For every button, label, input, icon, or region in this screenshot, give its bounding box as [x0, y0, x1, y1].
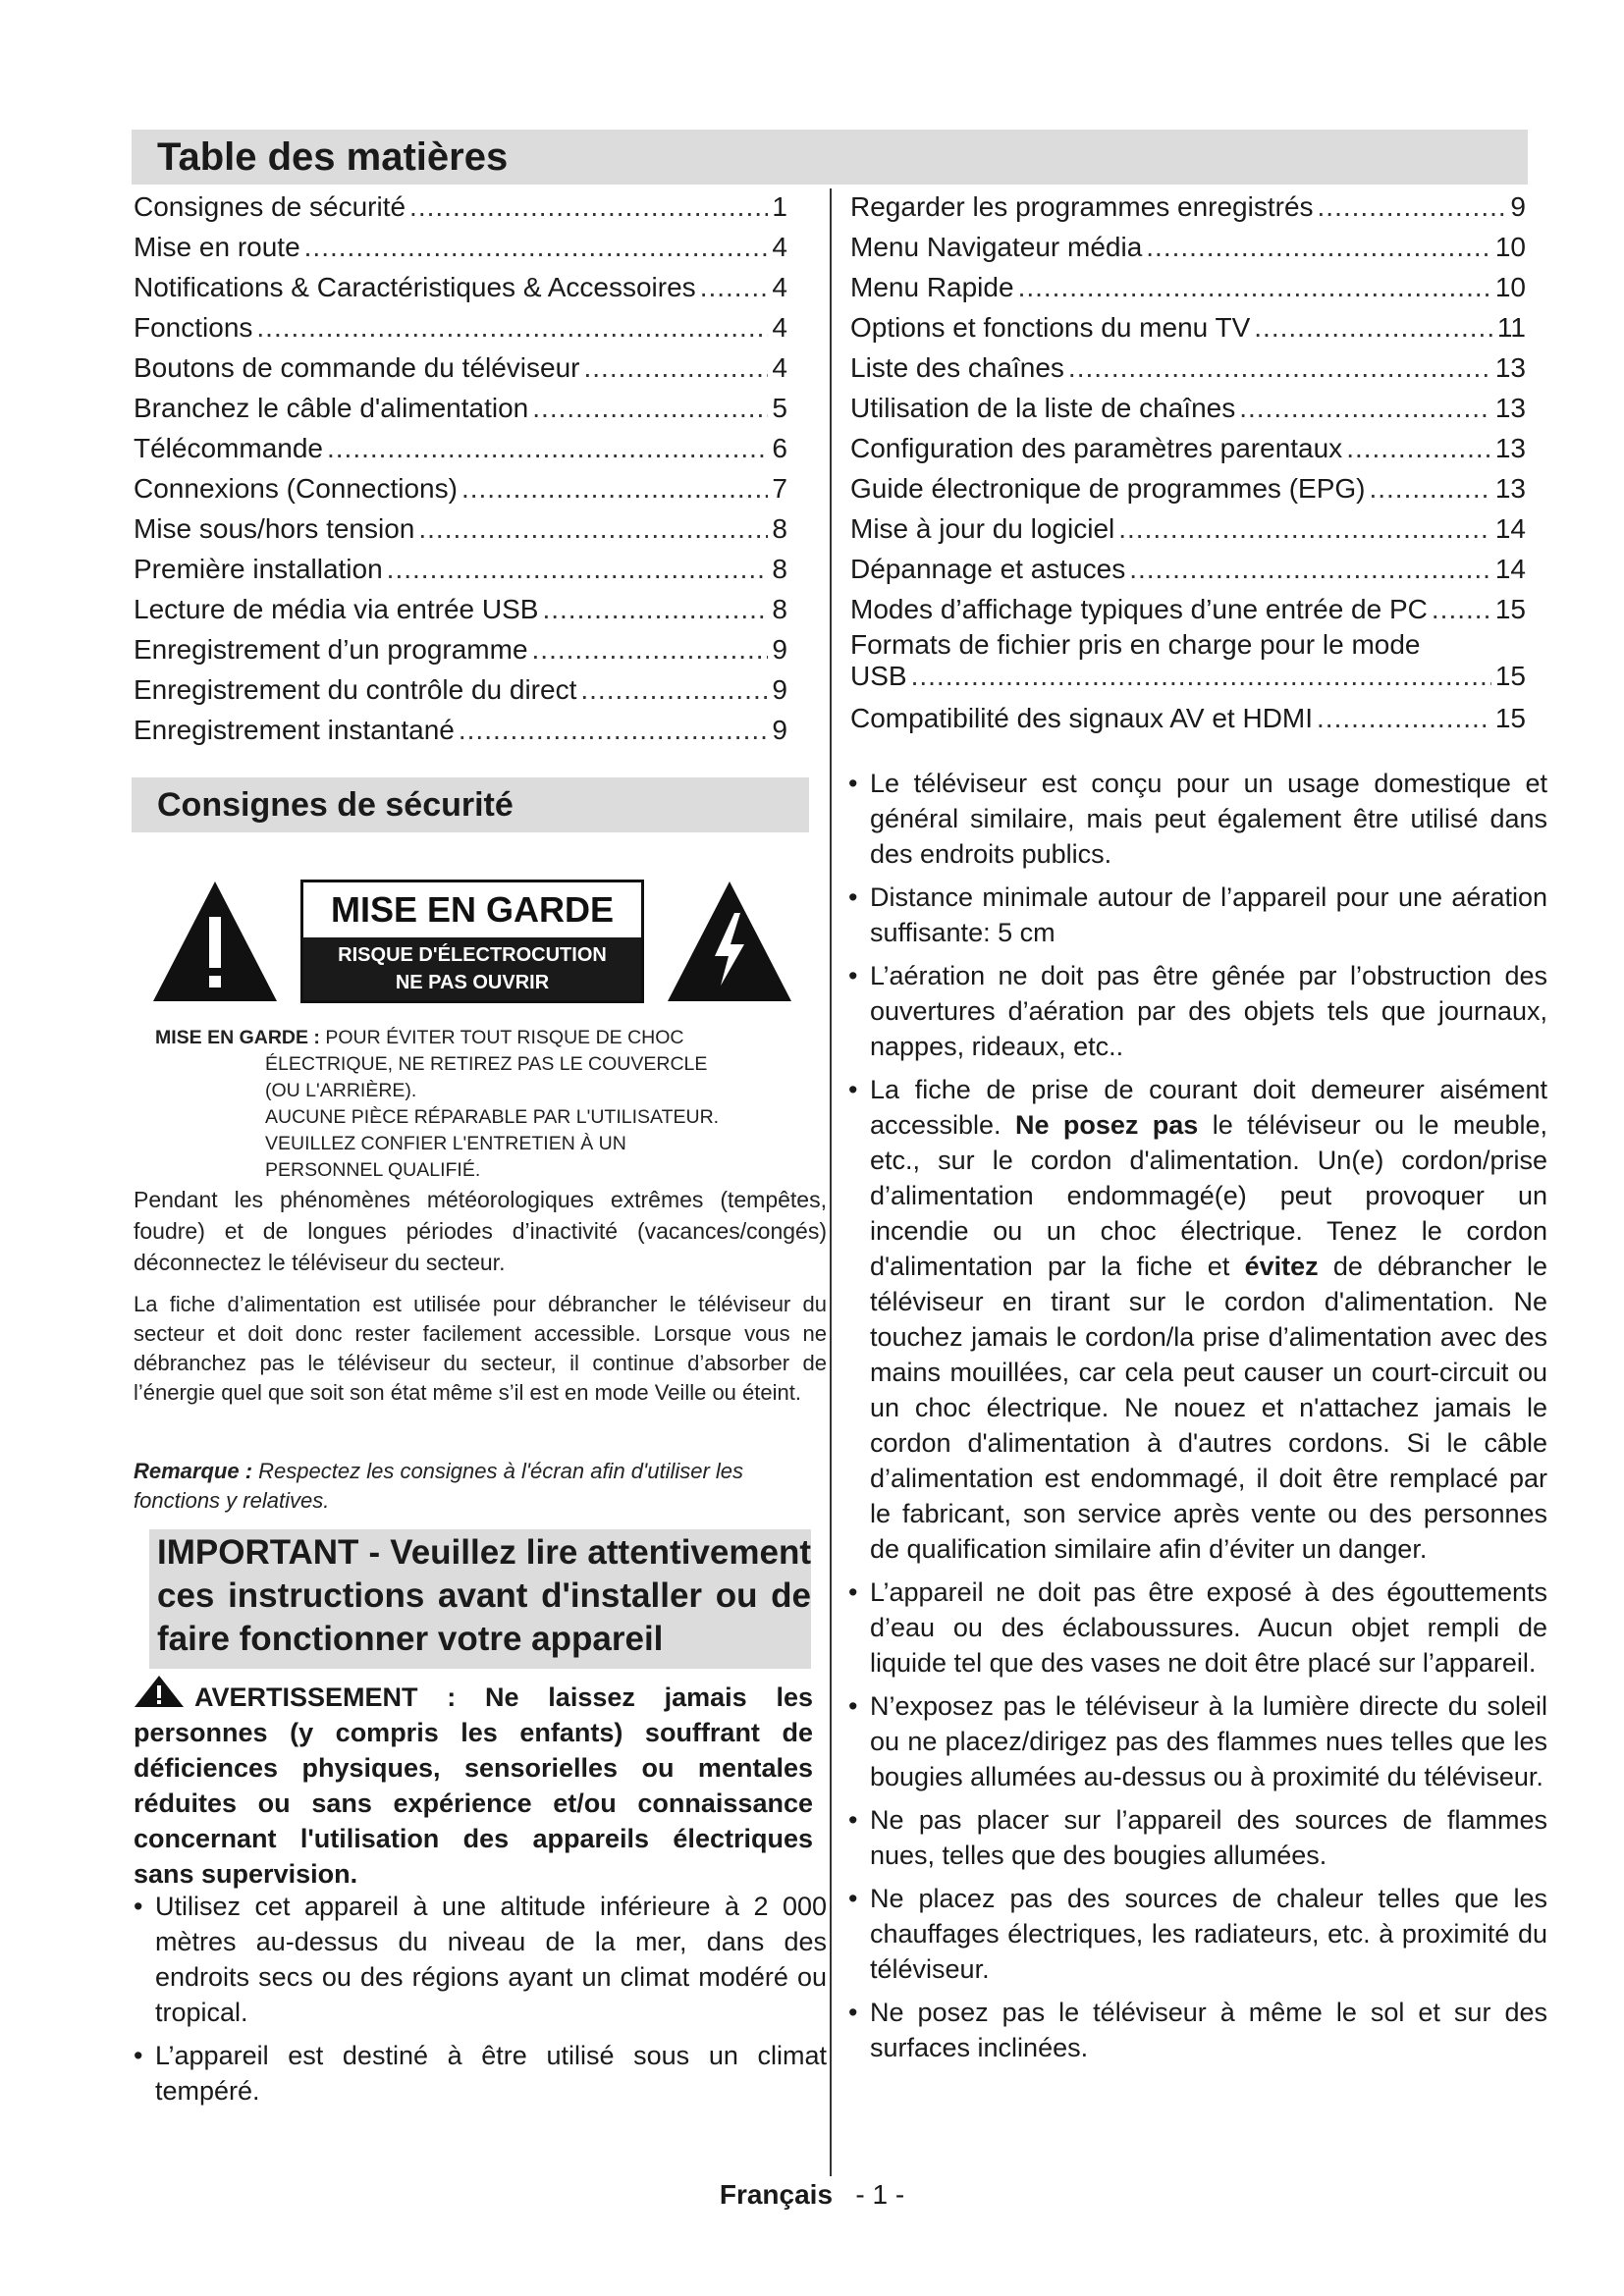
- toc-entry-title-cont: USB: [850, 661, 907, 691]
- toc-entry-page: 4: [772, 312, 787, 343]
- warning-graphic: [151, 880, 793, 1007]
- toc-entry-page: 9: [772, 634, 787, 665]
- toc-entry-title: Mise à jour du logiciel: [850, 513, 1115, 544]
- caution-line: ÉLECTRIQUE, NE RETIREZ PAS LE COUVERCLE: [265, 1053, 708, 1075]
- toc-entry-title: Boutons de commande du téléviseur: [134, 352, 580, 383]
- electrocution-line1: RISQUE D'ÉLECTROCUTION: [338, 944, 607, 966]
- toc-entry-page: 15: [1494, 661, 1526, 691]
- toc-entry-page: 7: [772, 473, 787, 504]
- toc-entry-page: 11: [1496, 312, 1526, 343]
- toc-entry-title: Modes d’affichage typiques d’une entrée de PC: [850, 594, 1428, 624]
- toc-entry-title: Lecture de média via entrée USB: [134, 594, 539, 624]
- toc-entry[interactable]: [134, 187, 787, 227]
- caution-line: (OU L'ARRIÈRE).: [265, 1080, 417, 1101]
- toc-entry[interactable]: [850, 549, 1526, 589]
- lightning-warning-icon: [666, 880, 793, 1003]
- toc-entry-page: 8: [772, 594, 787, 624]
- toc-entry-title: Notifications & Caractéristiques & Accessoires: [134, 272, 696, 302]
- toc-entry-title: Enregistrement du contrôle du direct: [134, 674, 577, 705]
- avertissement-text: AVERTISSEMENT : Ne laissez jamais les personnes (y compris les enfants) souffrant de déficiences physiques, sensorielles ou mentales réduites ou sans expérience et/ou connaissance concernant l'utilisation des appareils électriques sans supervision.: [134, 1682, 813, 1889]
- list-item: • L’aération ne doit pas être gênée par l’obstruction des ouvertures d’aération par des objets tels que journaux, nappes, rideaux, etc..: [848, 958, 1547, 1064]
- toc-entry[interactable]: [850, 698, 1526, 738]
- toc-entry-title: Compatibilité des signaux AV et HDMI: [850, 703, 1314, 733]
- toc-entry-title: Consignes de sécurité: [134, 191, 406, 222]
- safety-heading-bar: [132, 777, 809, 832]
- toc-entry-page: 5: [772, 393, 787, 423]
- electrocution-line2: NE PAS OUVRIR: [395, 972, 550, 993]
- toc-entry-page: 10: [1494, 232, 1526, 262]
- toc-entry-page: 13: [1494, 473, 1526, 504]
- toc-entry-title: Enregistrement d’un programme: [134, 634, 528, 665]
- electrocution-notice: [303, 937, 641, 1000]
- toc-entry-page: 1: [772, 191, 787, 222]
- toc-entry[interactable]: [850, 629, 1526, 692]
- toc-entry[interactable]: [134, 468, 787, 508]
- mise-en-garde-title: MISE EN GARDE: [330, 889, 615, 930]
- bold-span: Ne posez pas: [1014, 1110, 1199, 1140]
- toc-entry-page: 15: [1494, 703, 1526, 733]
- toc-entry-page: 9: [1510, 191, 1526, 222]
- remark-label: Remarque :: [134, 1459, 253, 1483]
- toc-entry[interactable]: [850, 508, 1526, 549]
- toc-entry-page: 8: [772, 554, 787, 584]
- important-heading-bar: [149, 1529, 811, 1669]
- toc-entry[interactable]: [134, 307, 787, 347]
- footer-page-number: - 1 -: [855, 2179, 905, 2210]
- toc-entry-page: 10: [1494, 272, 1526, 302]
- list-item: • L’appareil ne doit pas être exposé à des égouttements d’eau ou des éclaboussures. Aucun objet rempli de liquide tel que des vases ne doit être placé sur l’appareil.: [848, 1575, 1547, 1681]
- list-item: • Utilisez cet appareil à une altitude inférieure à 2 000 mètres au-dessus du niveau de la mer, dans des endroits secs ou des régions ayant un climat modéré ou tropical.: [134, 1889, 827, 2030]
- toc-entry-title: Configuration des paramètres parentaux: [850, 433, 1343, 463]
- caution-line: VEUILLEZ CONFIER L'ENTRETIEN À UN: [265, 1133, 626, 1154]
- remark-paragraph: [134, 1457, 827, 1516]
- list-item: • Ne pas placer sur l’appareil des sources de flammes nues, telles que des bougies allumées.: [848, 1802, 1547, 1873]
- toc-entry[interactable]: [850, 267, 1526, 307]
- toc-entry-title: Première installation: [134, 554, 383, 584]
- toc-entry[interactable]: [134, 549, 787, 589]
- toc-entry-title: Connexions (Connections): [134, 473, 458, 504]
- toc-entry-page: 4: [772, 232, 787, 262]
- column-divider: [830, 188, 832, 2176]
- list-item: • L’appareil est destiné à être utilisé sous un climat tempéré.: [134, 2038, 827, 2109]
- important-heading: IMPORTANT - Veuillez lire attentivement ces instructions avant d'installer ou de faire fonctionner votre appareil: [157, 1533, 811, 1658]
- text-span: le téléviseur ou le meuble, etc., sur le cordon d'alimentation. Un(e) cordon/prise d’alimentation endommagé(e) peut provoquer un incendie ou un choc électrique. Tenez le cordon d'alimentation par la fiche et: [870, 1110, 1547, 1281]
- toc-entry-page: 14: [1494, 554, 1526, 584]
- text-span: La fiche de prise de courant doit demeurer aisément accessible.: [870, 1075, 1547, 1140]
- caution-text: [155, 1025, 793, 1184]
- toc-entry-title: Guide électronique de programmes (EPG): [850, 473, 1366, 504]
- toc-entry-page: 4: [772, 272, 787, 302]
- page-footer: [0, 2177, 1624, 2213]
- toc-entry-page: 13: [1494, 433, 1526, 463]
- toc-entry-page: 6: [772, 433, 787, 463]
- toc-entry-title: Menu Rapide: [850, 272, 1014, 302]
- toc-entry-title: Menu Navigateur média: [850, 232, 1143, 262]
- toc-entry-page: 15: [1494, 594, 1526, 624]
- toc-entry[interactable]: [850, 428, 1526, 468]
- toc-entry-title: Branchez le câble d'alimentation: [134, 393, 529, 423]
- list-item: [848, 1072, 1547, 1567]
- toc-entry-page: 9: [772, 715, 787, 745]
- toc-entry-title: Dépannage et astuces: [850, 554, 1126, 584]
- caution-line: POUR ÉVITER TOUT RISQUE DE CHOC: [325, 1027, 684, 1048]
- toc-entry[interactable]: [850, 468, 1526, 508]
- toc-entry[interactable]: [134, 710, 787, 750]
- remark-text: Respectez les consignes à l'écran afin d'utiliser les fonctions y relatives.: [134, 1459, 744, 1513]
- toc-entry[interactable]: [134, 669, 787, 710]
- toc-entry[interactable]: [134, 589, 787, 629]
- toc-entry[interactable]: [134, 267, 787, 307]
- safety-heading: Consignes de sécurité: [157, 786, 514, 824]
- toc-entry[interactable]: [850, 187, 1526, 227]
- toc-left-column: [134, 187, 787, 750]
- toc-entry-title: Télécommande: [134, 433, 323, 463]
- caution-label: MISE EN GARDE :: [155, 1027, 320, 1048]
- toc-entry-page: 4: [772, 352, 787, 383]
- toc-entry-page: 13: [1494, 352, 1526, 383]
- toc-entry-page: 13: [1494, 393, 1526, 423]
- toc-right-column: [850, 187, 1526, 738]
- footer-language: Français: [719, 2179, 834, 2210]
- toc-entry[interactable]: [850, 589, 1526, 629]
- warning-icon: [134, 1675, 185, 1708]
- mise-en-garde-box: [300, 880, 644, 1003]
- toc-entry[interactable]: [134, 508, 787, 549]
- toc-entry-title: Liste des chaînes: [850, 352, 1064, 383]
- toc-entry[interactable]: [134, 347, 787, 388]
- toc-entry-page: 8: [772, 513, 787, 544]
- toc-entry-title: Mise en route: [134, 232, 300, 262]
- left-bullet-list: [134, 1889, 827, 2116]
- toc-title-bar: [132, 130, 1528, 185]
- toc-entry[interactable]: [134, 388, 787, 428]
- toc-entry[interactable]: [134, 227, 787, 267]
- list-item: • Le téléviseur est conçu pour un usage domestique et général similaire, mais peut également être utilisé dans des endroits publics.: [848, 766, 1547, 872]
- toc-entry-title: Utilisation de la liste de chaînes: [850, 393, 1236, 423]
- toc-entry[interactable]: [850, 307, 1526, 347]
- toc-entry-title: Options et fonctions du menu TV: [850, 312, 1251, 343]
- toc-entry[interactable]: [134, 428, 787, 468]
- avertissement-paragraph: [134, 1675, 813, 1892]
- list-item: • Ne placez pas des sources de chaleur telles que les chauffages électriques, les radiateurs, etc. à proximité du téléviseur.: [848, 1881, 1547, 1987]
- weather-paragraph: Pendant les phénomènes météorologiques extrêmes (tempêtes, foudre) et de longues périodes d’inactivité (vacances/congés) déconnectez le téléviseur du secteur.: [134, 1187, 827, 1275]
- toc-title: Table des matières: [157, 135, 509, 179]
- list-item: • Distance minimale autour de l’appareil pour une aération suffisante: 5 cm: [848, 880, 1547, 950]
- toc-entry-page: 9: [772, 674, 787, 705]
- caution-line: PERSONNEL QUALIFIÉ.: [265, 1159, 481, 1181]
- toc-entry-page: 14: [1494, 513, 1526, 544]
- exclamation-warning-icon: [151, 880, 279, 1003]
- toc-entry[interactable]: [850, 227, 1526, 267]
- toc-entry-title: Formats de fichier pris en charge pour le mode: [850, 629, 1421, 660]
- list-item: • N’exposez pas le téléviseur à la lumière directe du soleil ou ne placez/dirigez pas des flammes nues telles que les bougies allumées au-dessus ou à proximité du téléviseur.: [848, 1688, 1547, 1794]
- bold-span: évitez: [1244, 1252, 1319, 1281]
- toc-entry[interactable]: [134, 629, 787, 669]
- toc-entry[interactable]: [850, 388, 1526, 428]
- right-bullet-list: [848, 766, 1547, 2073]
- text-span: de débrancher le téléviseur en tirant sur le cordon d'alimentation. Ne touchez jamais le cordon/la prise d’alimentation avec des mains mouillées, car cela peut causer un court-circuit ou un choc électrique. Ne nouez et n'attachez jamais le cordon d'alimentation à d'autres cordons. Si le câble d’alimentation est endommagé, il doit être remplacé par le fabricant, son service après vente ou des personnes de qualification similaire afin d’éviter un danger.: [870, 1252, 1547, 1564]
- toc-entry-title: Fonctions: [134, 312, 253, 343]
- power-plug-paragraph: La fiche d’alimentation est utilisée pour débrancher le téléviseur du secteur et doit donc rester facilement accessible. Lorsque vous ne débranchez pas le téléviseur du secteur, il continue d’absorber de l’énergie quel que soit son état même s’il est en mode Veille ou éteint.: [134, 1292, 827, 1405]
- toc-entry-title: Mise sous/hors tension: [134, 513, 415, 544]
- caution-line: AUCUNE PIÈCE RÉPARABLE PAR L'UTILISATEUR.: [265, 1106, 720, 1128]
- toc-entry-title: Enregistrement instantané: [134, 715, 455, 745]
- toc-entry-title: Regarder les programmes enregistrés: [850, 191, 1314, 222]
- toc-entry[interactable]: [850, 347, 1526, 388]
- list-item: • Ne posez pas le téléviseur à même le sol et sur des surfaces inclinées.: [848, 1995, 1547, 2065]
